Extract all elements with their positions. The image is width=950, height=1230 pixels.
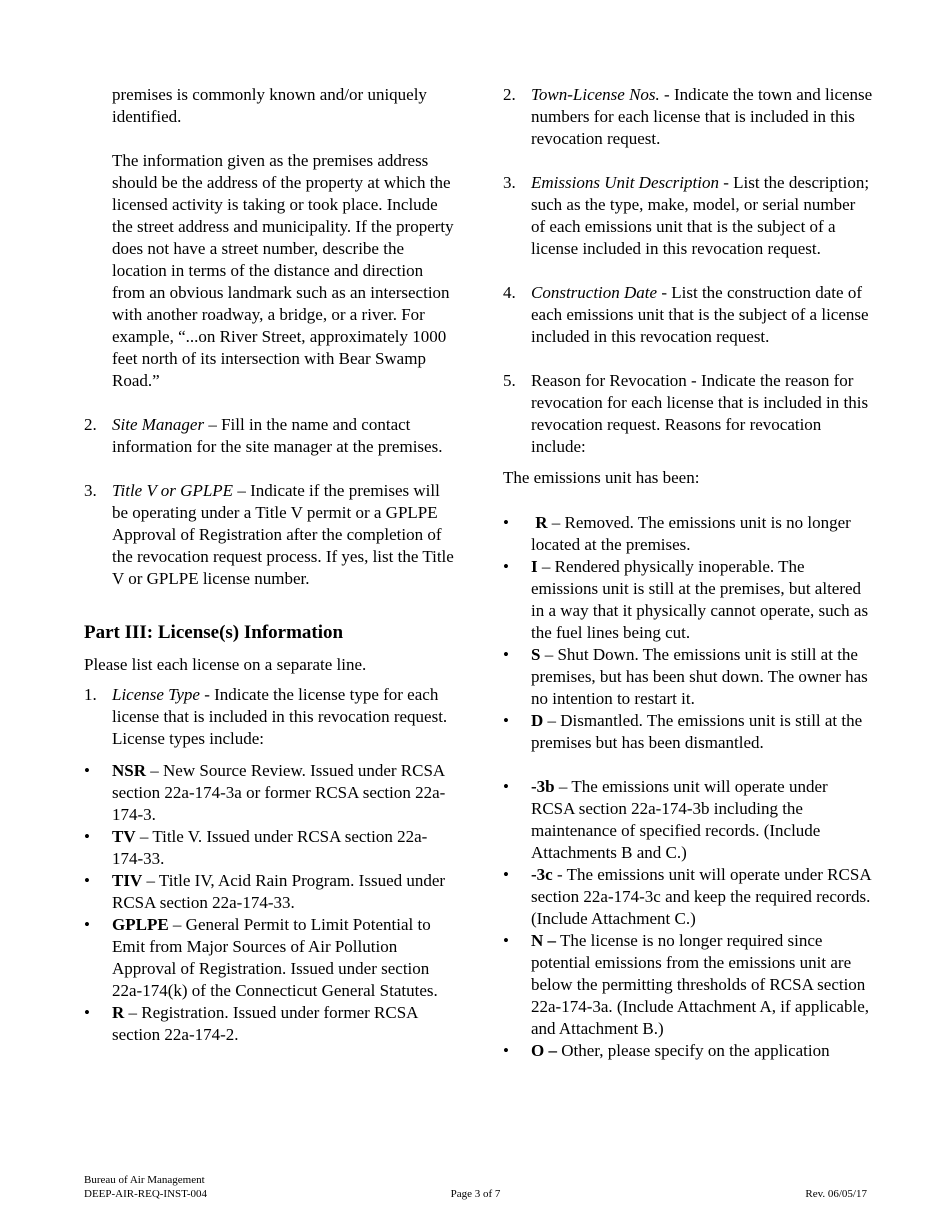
- item-text: - List the construction date of each emissions unit that is the subject of a license included in this revocation request.: [531, 283, 869, 346]
- bullet: •: [503, 1041, 509, 1060]
- license-types-list: [84, 760, 454, 1046]
- item-term: Emissions Unit Description: [531, 173, 719, 192]
- reason-desc: – Rendered physically inoperable. The emissions unit is still at the premises, but altered in a way that it physically cannot operate, such as the fuel lines being cut.: [531, 557, 869, 642]
- reason-desc: Other, please specify on the application: [556, 1041, 830, 1060]
- item-number: 4.: [503, 283, 516, 302]
- license-desc: – Title V. Issued under RCSA section 22a-174-33.: [112, 827, 428, 868]
- bullet: •: [84, 827, 90, 846]
- item-text: – Fill in the name and contact information for the site manager at the premises.: [112, 415, 443, 456]
- unit-intro: The emissions unit has been:: [503, 468, 700, 487]
- reason-desc: - The emissions unit will operate under RCSA section 22a-174-3c and keep the required records. (Include Attachment C.): [531, 865, 871, 928]
- reason-desc: – The emissions unit will operate under RCSA section 22a-174-3b including the maintenance of specified records. (Include Attachments B and C.): [531, 777, 828, 862]
- item-term: License Type: [112, 685, 200, 704]
- item-text: - List the description; such as the type, make, model, or serial number of each emissions unit that is the subject of a license included in this revocation request.: [531, 173, 870, 258]
- part3-intro: Please list each license on a separate line.: [84, 655, 367, 674]
- item-number: 2.: [503, 85, 516, 104]
- list-item: [503, 1040, 873, 1062]
- license-code: TV: [112, 827, 136, 846]
- list-item: [503, 864, 873, 930]
- part3-heading: Part III: License(s) Information: [84, 622, 344, 643]
- item-number: 3.: [503, 173, 516, 192]
- reason-code: N –: [531, 931, 557, 950]
- list-item: [84, 760, 454, 826]
- title-v-gplpe-item: [84, 480, 454, 590]
- footer-page-number: Page 3 of 7: [450, 1188, 501, 1200]
- list-item: [503, 776, 873, 864]
- operating-status-list: [503, 776, 873, 1062]
- bullet: •: [84, 871, 90, 890]
- reason-code: -3c: [531, 865, 553, 884]
- bullet: •: [503, 777, 509, 796]
- town-license-item: [503, 84, 873, 150]
- emissions-unit-description-item: [503, 172, 873, 260]
- site-manager-item: [84, 414, 454, 458]
- reason-desc: – Removed. The emissions unit is no longer located at the premises.: [531, 513, 851, 554]
- license-code: R: [112, 1003, 125, 1022]
- license-desc: – General Permit to Limit Potential to Emit from Major Sources of Air Pollution Approval of Registration. Issued under section 22a-174(k) of the Connecticut General Statutes.: [112, 915, 438, 1000]
- license-desc: – New Source Review. Issued under RCSA section 22a-174-3a or former RCSA section 22a-174-3.: [112, 761, 446, 824]
- reason-code: -3b: [531, 777, 555, 796]
- footer-bureau: Bureau of Air Management: [84, 1174, 205, 1186]
- reason-code: S: [531, 645, 541, 664]
- item-number: 3.: [84, 481, 97, 500]
- right-column: [503, 84, 873, 1062]
- bullet: •: [503, 645, 509, 664]
- bullet: •: [503, 711, 509, 730]
- reason-code: O –: [531, 1041, 557, 1060]
- left-column: [84, 84, 454, 1046]
- item-text: Reason for Revocation - Indicate the reason for revocation for each license that is included in this revocation request. Reasons for revocation include:: [531, 371, 869, 456]
- license-desc: – Title IV, Acid Rain Program. Issued under RCSA section 22a-174-33.: [112, 871, 446, 912]
- premises-address-paragraph: The information given as the premises address should be the address of the property at which the licensed activity is taking or took place. Include the street address and municipality. If the property does not have a street number, describe the location in terms of the distance and direction from an obvious landmark such as an intersection with another roadway, a bridge, or a river. For example, “...on River Street, approximately 1000 feet north of its intersection with Bear Swamp Road.”: [112, 151, 454, 390]
- reason-code: R: [535, 513, 548, 532]
- premises-intro-continued: premises is commonly known and/or uniquely identified.: [112, 85, 427, 126]
- item-text: - Indicate the license type for each license that is included in this revocation request. License types include:: [112, 685, 448, 748]
- item-term: Title V or GPLPE: [112, 481, 234, 500]
- list-item: [503, 644, 873, 710]
- reason-desc: – Dismantled. The emissions unit is still at the premises but has been dismantled.: [531, 711, 863, 752]
- item-number: 2.: [84, 415, 97, 434]
- bullet: •: [503, 931, 509, 950]
- list-item: [84, 1002, 454, 1046]
- item-term: Town-License Nos.: [531, 85, 660, 104]
- list-item: [503, 710, 873, 754]
- list-item: [503, 556, 873, 644]
- license-type-item: [84, 684, 454, 750]
- license-code: TIV: [112, 871, 143, 890]
- bullet: •: [503, 513, 509, 532]
- license-desc: – Registration. Issued under former RCSA section 22a-174-2.: [112, 1003, 418, 1044]
- list-item: [503, 930, 873, 1040]
- item-number: 1.: [84, 685, 97, 704]
- bullet: •: [84, 915, 90, 934]
- bullet: •: [503, 557, 509, 576]
- list-item: [84, 914, 454, 1002]
- item-text: – Indicate if the premises will be operating under a Title V permit or a GPLPE Approval of Registration after the completion of the revocation request process. If yes, list the Title V or GPLPE license number.: [112, 481, 454, 588]
- bullet: •: [503, 865, 509, 884]
- license-code: NSR: [112, 761, 147, 780]
- reason-desc: The license is no longer required since potential emissions from the emissions unit are below the permitting thresholds of RCSA section 22a-174-3a. (Include Attachment A, if applicable, and Attachment B.): [531, 931, 869, 1038]
- item-text: - Indicate the town and license numbers for each license that is included in this revocation request.: [531, 85, 873, 148]
- reason-code: I: [531, 557, 538, 576]
- reason-desc: – Shut Down. The emissions unit is still at the premises, but has been shut down. The owner has no intention to restart it.: [531, 645, 868, 708]
- license-code: GPLPE: [112, 915, 169, 934]
- footer-revision: Rev. 06/05/17: [805, 1188, 867, 1200]
- list-item: [84, 870, 454, 914]
- reason-for-revocation-item: [503, 370, 873, 458]
- bullet: •: [84, 761, 90, 780]
- list-item: [503, 512, 873, 556]
- reason-code: D: [531, 711, 544, 730]
- revocation-reasons-list: [503, 512, 873, 754]
- footer-doc-id: DEEP-AIR-REQ-INST-004: [84, 1188, 208, 1200]
- list-item: [84, 826, 454, 870]
- item-number: 5.: [503, 371, 516, 390]
- item-term: Construction Date: [531, 283, 658, 302]
- bullet: •: [84, 1003, 90, 1022]
- item-term: Site Manager: [112, 415, 205, 434]
- construction-date-item: [503, 282, 873, 348]
